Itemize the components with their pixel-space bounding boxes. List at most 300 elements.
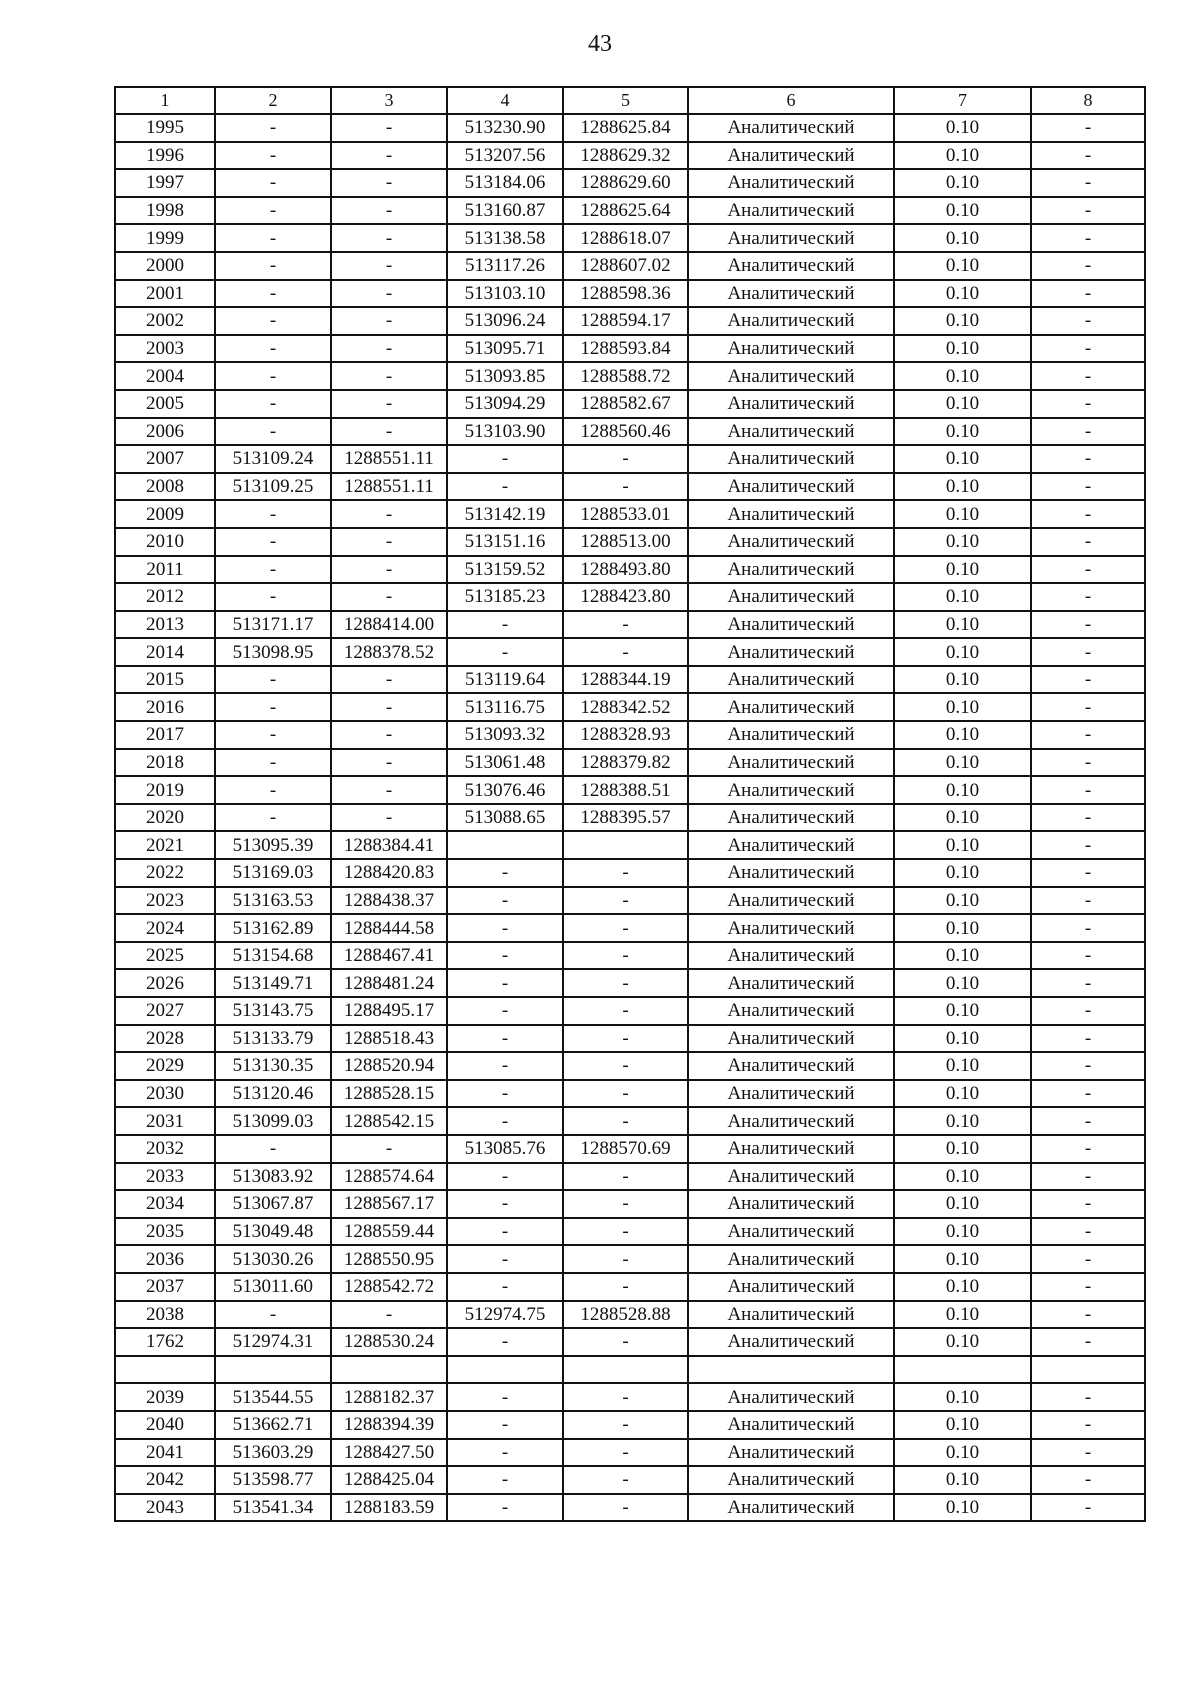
point-number-cell: 2002 — [115, 307, 215, 335]
table-row — [115, 280, 1145, 308]
accuracy-cell: 0.10 — [894, 1411, 1031, 1439]
point-number-cell: 2000 — [115, 252, 215, 280]
accuracy-cell: 0.10 — [894, 942, 1031, 970]
y-coordinate-alt-cell: - — [563, 942, 688, 970]
note-cell: - — [1031, 500, 1145, 528]
y-coordinate-alt-cell: - — [563, 997, 688, 1025]
x-coordinate-cell: 513143.75 — [215, 997, 331, 1025]
y-coordinate-alt-cell: 1288607.02 — [563, 252, 688, 280]
y-coordinate-cell: - — [331, 224, 447, 252]
x-coordinate-alt-cell: - — [447, 942, 563, 970]
note-cell: - — [1031, 169, 1145, 197]
method-cell: Аналитический — [688, 887, 894, 915]
note-cell: - — [1031, 583, 1145, 611]
table-row — [115, 556, 1145, 584]
table-row — [115, 638, 1145, 666]
y-coordinate-cell: 1288551.11 — [331, 473, 447, 501]
note-cell: - — [1031, 335, 1145, 363]
table-row — [115, 666, 1145, 694]
x-coordinate-alt-cell: 513085.76 — [447, 1135, 563, 1163]
column-header: 4 — [447, 87, 563, 114]
y-coordinate-cell: 1288550.95 — [331, 1245, 447, 1273]
point-number-cell: 2040 — [115, 1411, 215, 1439]
table-row — [115, 1301, 1145, 1329]
accuracy-cell: 0.10 — [894, 280, 1031, 308]
x-coordinate-cell: - — [215, 142, 331, 170]
x-coordinate-alt-cell: 513103.90 — [447, 418, 563, 446]
table-row — [115, 528, 1145, 556]
point-number-cell — [115, 1356, 215, 1384]
method-cell: Аналитический — [688, 1494, 894, 1522]
note-cell: - — [1031, 1080, 1145, 1108]
x-coordinate-cell: 513169.03 — [215, 859, 331, 887]
y-coordinate-alt-cell: 1288594.17 — [563, 307, 688, 335]
accuracy-cell: 0.10 — [894, 859, 1031, 887]
point-number-cell: 2043 — [115, 1494, 215, 1522]
method-cell: Аналитический — [688, 169, 894, 197]
note-cell: - — [1031, 942, 1145, 970]
y-coordinate-alt-cell: 1288560.46 — [563, 418, 688, 446]
accuracy-cell: 0.10 — [894, 224, 1031, 252]
y-coordinate-alt-cell: 1288493.80 — [563, 556, 688, 584]
accuracy-cell: 0.10 — [894, 528, 1031, 556]
accuracy-cell: 0.10 — [894, 114, 1031, 142]
accuracy-cell: 0.10 — [894, 914, 1031, 942]
y-coordinate-alt-cell: - — [563, 1411, 688, 1439]
point-number-cell: 2042 — [115, 1466, 215, 1494]
x-coordinate-alt-cell: 513159.52 — [447, 556, 563, 584]
method-cell: Аналитический — [688, 114, 894, 142]
y-coordinate-cell: - — [331, 721, 447, 749]
note-cell: - — [1031, 887, 1145, 915]
y-coordinate-alt-cell: - — [563, 1245, 688, 1273]
note-cell: - — [1031, 721, 1145, 749]
note-cell: - — [1031, 142, 1145, 170]
x-coordinate-alt-cell: 513230.90 — [447, 114, 563, 142]
method-cell: Аналитический — [688, 859, 894, 887]
x-coordinate-alt-cell: 513093.32 — [447, 721, 563, 749]
accuracy-cell: 0.10 — [894, 500, 1031, 528]
note-cell: - — [1031, 1273, 1145, 1301]
point-number-cell: 2023 — [115, 887, 215, 915]
y-coordinate-cell: 1288394.39 — [331, 1411, 447, 1439]
y-coordinate-alt-cell: 1288570.69 — [563, 1135, 688, 1163]
note-cell: - — [1031, 1135, 1145, 1163]
y-coordinate-alt-cell: 1288582.67 — [563, 390, 688, 418]
y-coordinate-cell: - — [331, 280, 447, 308]
note-cell: - — [1031, 307, 1145, 335]
y-coordinate-alt-cell: - — [563, 1494, 688, 1522]
column-header: 1 — [115, 87, 215, 114]
table-row — [115, 1190, 1145, 1218]
table-row — [115, 500, 1145, 528]
x-coordinate-cell: 513149.71 — [215, 969, 331, 997]
page-number: 43 — [588, 31, 612, 57]
method-cell: Аналитический — [688, 721, 894, 749]
table-row — [115, 1273, 1145, 1301]
x-coordinate-alt-cell — [447, 1356, 563, 1384]
accuracy-cell: 0.10 — [894, 473, 1031, 501]
y-coordinate-alt-cell: - — [563, 859, 688, 887]
table-row — [115, 224, 1145, 252]
x-coordinate-alt-cell: - — [447, 638, 563, 666]
point-number-cell: 2034 — [115, 1190, 215, 1218]
x-coordinate-cell: - — [215, 1301, 331, 1329]
table-row — [115, 142, 1145, 170]
y-coordinate-cell: 1288518.43 — [331, 1025, 447, 1053]
column-header: 6 — [688, 87, 894, 114]
y-coordinate-cell: 1288378.52 — [331, 638, 447, 666]
y-coordinate-cell: 1288183.59 — [331, 1494, 447, 1522]
note-cell: - — [1031, 831, 1145, 859]
point-number-cell: 2020 — [115, 804, 215, 832]
note-cell: - — [1031, 859, 1145, 887]
table-row — [115, 335, 1145, 363]
method-cell: Аналитический — [688, 280, 894, 308]
accuracy-cell: 0.10 — [894, 307, 1031, 335]
table-row — [115, 831, 1145, 859]
x-coordinate-cell: 513163.53 — [215, 887, 331, 915]
y-coordinate-alt-cell: 1288629.60 — [563, 169, 688, 197]
method-cell: Аналитический — [688, 418, 894, 446]
y-coordinate-alt-cell: 1288528.88 — [563, 1301, 688, 1329]
y-coordinate-cell: - — [331, 169, 447, 197]
y-coordinate-alt-cell: - — [563, 1383, 688, 1411]
y-coordinate-cell: 1288528.15 — [331, 1080, 447, 1108]
table-row — [115, 749, 1145, 777]
point-number-cell: 2037 — [115, 1273, 215, 1301]
x-coordinate-cell: - — [215, 1135, 331, 1163]
y-coordinate-cell: 1288551.11 — [331, 445, 447, 473]
y-coordinate-alt-cell: - — [563, 1466, 688, 1494]
y-coordinate-cell: - — [331, 307, 447, 335]
method-cell: Аналитический — [688, 776, 894, 804]
point-number-cell: 2011 — [115, 556, 215, 584]
point-number-cell: 2041 — [115, 1439, 215, 1467]
y-coordinate-alt-cell: - — [563, 1080, 688, 1108]
method-cell: Аналитический — [688, 362, 894, 390]
method-cell: Аналитический — [688, 224, 894, 252]
column-header: 2 — [215, 87, 331, 114]
y-coordinate-alt-cell: - — [563, 445, 688, 473]
method-cell: Аналитический — [688, 197, 894, 225]
x-coordinate-alt-cell: - — [447, 914, 563, 942]
y-coordinate-cell: - — [331, 252, 447, 280]
y-coordinate-alt-cell: 1288588.72 — [563, 362, 688, 390]
y-coordinate-cell: 1288467.41 — [331, 942, 447, 970]
x-coordinate-cell: 513544.55 — [215, 1383, 331, 1411]
method-cell: Аналитический — [688, 831, 894, 859]
method-cell: Аналитический — [688, 252, 894, 280]
note-cell: - — [1031, 362, 1145, 390]
method-cell: Аналитический — [688, 583, 894, 611]
note-cell: - — [1031, 390, 1145, 418]
accuracy-cell: 0.10 — [894, 169, 1031, 197]
y-coordinate-cell: 1288444.58 — [331, 914, 447, 942]
x-coordinate-alt-cell: - — [447, 859, 563, 887]
y-coordinate-alt-cell: 1288625.64 — [563, 197, 688, 225]
x-coordinate-cell: 513049.48 — [215, 1218, 331, 1246]
x-coordinate-cell: 513662.71 — [215, 1411, 331, 1439]
y-coordinate-alt-cell: 1288618.07 — [563, 224, 688, 252]
point-number-cell: 2028 — [115, 1025, 215, 1053]
table-row — [115, 693, 1145, 721]
x-coordinate-alt-cell: - — [447, 1466, 563, 1494]
note-cell: - — [1031, 1052, 1145, 1080]
method-cell: Аналитический — [688, 1080, 894, 1108]
table-row — [115, 1135, 1145, 1163]
method-cell: Аналитический — [688, 1301, 894, 1329]
note-cell — [1031, 1356, 1145, 1384]
y-coordinate-alt-cell: 1288344.19 — [563, 666, 688, 694]
accuracy-cell: 0.10 — [894, 142, 1031, 170]
x-coordinate-alt-cell: - — [447, 1494, 563, 1522]
x-coordinate-alt-cell: - — [447, 1107, 563, 1135]
method-cell: Аналитический — [688, 142, 894, 170]
point-number-cell: 1997 — [115, 169, 215, 197]
note-cell: - — [1031, 1218, 1145, 1246]
point-number-cell: 2008 — [115, 473, 215, 501]
y-coordinate-alt-cell — [563, 831, 688, 859]
x-coordinate-alt-cell: - — [447, 997, 563, 1025]
note-cell: - — [1031, 1466, 1145, 1494]
x-coordinate-cell: 513541.34 — [215, 1494, 331, 1522]
y-coordinate-cell: - — [331, 362, 447, 390]
x-coordinate-cell: - — [215, 721, 331, 749]
table-row — [115, 887, 1145, 915]
accuracy-cell: 0.10 — [894, 1025, 1031, 1053]
y-coordinate-cell: - — [331, 666, 447, 694]
y-coordinate-alt-cell: - — [563, 473, 688, 501]
x-coordinate-cell: 513162.89 — [215, 914, 331, 942]
method-cell: Аналитический — [688, 611, 894, 639]
note-cell: - — [1031, 611, 1145, 639]
y-coordinate-cell: 1288520.94 — [331, 1052, 447, 1080]
y-coordinate-cell: - — [331, 804, 447, 832]
note-cell: - — [1031, 1383, 1145, 1411]
method-cell: Аналитический — [688, 804, 894, 832]
method-cell: Аналитический — [688, 1052, 894, 1080]
point-number-cell: 2009 — [115, 500, 215, 528]
table-row — [115, 1052, 1145, 1080]
note-cell: - — [1031, 528, 1145, 556]
x-coordinate-alt-cell: - — [447, 445, 563, 473]
y-coordinate-cell: 1288384.41 — [331, 831, 447, 859]
x-coordinate-alt-cell: 513088.65 — [447, 804, 563, 832]
x-coordinate-alt-cell: - — [447, 1439, 563, 1467]
y-coordinate-alt-cell: - — [563, 1052, 688, 1080]
y-coordinate-alt-cell: - — [563, 1328, 688, 1356]
x-coordinate-alt-cell — [447, 831, 563, 859]
y-coordinate-cell: - — [331, 583, 447, 611]
method-cell: Аналитический — [688, 335, 894, 363]
point-number-cell: 2007 — [115, 445, 215, 473]
y-coordinate-alt-cell: 1288379.82 — [563, 749, 688, 777]
x-coordinate-alt-cell: - — [447, 1328, 563, 1356]
coordinates-table — [114, 86, 1146, 1522]
y-coordinate-alt-cell: - — [563, 1190, 688, 1218]
x-coordinate-alt-cell: 512974.75 — [447, 1301, 563, 1329]
x-coordinate-cell: - — [215, 776, 331, 804]
point-number-cell: 2019 — [115, 776, 215, 804]
note-cell: - — [1031, 252, 1145, 280]
accuracy-cell: 0.10 — [894, 749, 1031, 777]
y-coordinate-alt-cell: 1288593.84 — [563, 335, 688, 363]
table-row — [115, 1356, 1145, 1384]
note-cell: - — [1031, 997, 1145, 1025]
accuracy-cell: 0.10 — [894, 390, 1031, 418]
y-coordinate-alt-cell: - — [563, 914, 688, 942]
y-coordinate-cell: 1288414.00 — [331, 611, 447, 639]
accuracy-cell: 0.10 — [894, 1273, 1031, 1301]
x-coordinate-cell: - — [215, 583, 331, 611]
y-coordinate-cell: 1288427.50 — [331, 1439, 447, 1467]
x-coordinate-cell: 512974.31 — [215, 1328, 331, 1356]
x-coordinate-alt-cell: - — [447, 969, 563, 997]
note-cell: - — [1031, 1328, 1145, 1356]
x-coordinate-cell: - — [215, 169, 331, 197]
accuracy-cell: 0.10 — [894, 1328, 1031, 1356]
table-row — [115, 1466, 1145, 1494]
table-row — [115, 997, 1145, 1025]
y-coordinate-alt-cell: 1288598.36 — [563, 280, 688, 308]
y-coordinate-cell: - — [331, 556, 447, 584]
method-cell: Аналитический — [688, 942, 894, 970]
table-row — [115, 418, 1145, 446]
y-coordinate-alt-cell: - — [563, 1163, 688, 1191]
x-coordinate-cell: - — [215, 804, 331, 832]
method-cell: Аналитический — [688, 1439, 894, 1467]
y-coordinate-cell: 1288574.64 — [331, 1163, 447, 1191]
table-row — [115, 1107, 1145, 1135]
note-cell: - — [1031, 914, 1145, 942]
y-coordinate-alt-cell: 1288629.32 — [563, 142, 688, 170]
x-coordinate-alt-cell: 513061.48 — [447, 749, 563, 777]
table-row — [115, 1494, 1145, 1522]
x-coordinate-cell: - — [215, 418, 331, 446]
x-coordinate-alt-cell: - — [447, 1025, 563, 1053]
x-coordinate-alt-cell: 513184.06 — [447, 169, 563, 197]
y-coordinate-cell: - — [331, 197, 447, 225]
note-cell: - — [1031, 1494, 1145, 1522]
y-coordinate-alt-cell: 1288423.80 — [563, 583, 688, 611]
method-cell — [688, 1356, 894, 1384]
x-coordinate-cell: - — [215, 362, 331, 390]
method-cell: Аналитический — [688, 997, 894, 1025]
method-cell: Аналитический — [688, 1163, 894, 1191]
y-coordinate-alt-cell: - — [563, 1107, 688, 1135]
accuracy-cell: 0.10 — [894, 1466, 1031, 1494]
method-cell: Аналитический — [688, 749, 894, 777]
note-cell: - — [1031, 638, 1145, 666]
x-coordinate-alt-cell: - — [447, 1411, 563, 1439]
note-cell: - — [1031, 224, 1145, 252]
method-cell: Аналитический — [688, 666, 894, 694]
y-coordinate-cell: 1288182.37 — [331, 1383, 447, 1411]
point-number-cell: 2022 — [115, 859, 215, 887]
y-coordinate-cell: - — [331, 776, 447, 804]
accuracy-cell: 0.10 — [894, 776, 1031, 804]
point-number-cell: 2021 — [115, 831, 215, 859]
accuracy-cell: 0.10 — [894, 666, 1031, 694]
accuracy-cell: 0.10 — [894, 252, 1031, 280]
x-coordinate-alt-cell: - — [447, 1163, 563, 1191]
accuracy-cell: 0.10 — [894, 445, 1031, 473]
table-row — [115, 804, 1145, 832]
note-cell: - — [1031, 1245, 1145, 1273]
x-coordinate-cell: - — [215, 500, 331, 528]
table-row — [115, 473, 1145, 501]
y-coordinate-cell: - — [331, 114, 447, 142]
x-coordinate-alt-cell: 513160.87 — [447, 197, 563, 225]
x-coordinate-cell: 513603.29 — [215, 1439, 331, 1467]
method-cell: Аналитический — [688, 914, 894, 942]
y-coordinate-alt-cell: - — [563, 1439, 688, 1467]
note-cell: - — [1031, 418, 1145, 446]
note-cell: - — [1031, 776, 1145, 804]
y-coordinate-alt-cell: - — [563, 1025, 688, 1053]
method-cell: Аналитический — [688, 1218, 894, 1246]
x-coordinate-alt-cell: 513093.85 — [447, 362, 563, 390]
accuracy-cell: 0.10 — [894, 1494, 1031, 1522]
point-number-cell: 2031 — [115, 1107, 215, 1135]
x-coordinate-cell: 513011.60 — [215, 1273, 331, 1301]
table-row — [115, 1080, 1145, 1108]
table-row — [115, 362, 1145, 390]
accuracy-cell: 0.10 — [894, 556, 1031, 584]
point-number-cell: 2035 — [115, 1218, 215, 1246]
table-row — [115, 445, 1145, 473]
accuracy-cell: 0.10 — [894, 1301, 1031, 1329]
point-number-cell: 2030 — [115, 1080, 215, 1108]
y-coordinate-cell: - — [331, 142, 447, 170]
x-coordinate-cell: - — [215, 197, 331, 225]
note-cell: - — [1031, 1190, 1145, 1218]
y-coordinate-alt-cell — [563, 1356, 688, 1384]
y-coordinate-cell: - — [331, 528, 447, 556]
y-coordinate-cell: 1288481.24 — [331, 969, 447, 997]
table-row — [115, 1383, 1145, 1411]
note-cell: - — [1031, 804, 1145, 832]
note-cell: - — [1031, 280, 1145, 308]
x-coordinate-alt-cell: 513142.19 — [447, 500, 563, 528]
accuracy-cell: 0.10 — [894, 1163, 1031, 1191]
x-coordinate-alt-cell: - — [447, 1190, 563, 1218]
table-row — [115, 1328, 1145, 1356]
table-row — [115, 169, 1145, 197]
y-coordinate-alt-cell: - — [563, 638, 688, 666]
accuracy-cell: 0.10 — [894, 1135, 1031, 1163]
table-row — [115, 1439, 1145, 1467]
x-coordinate-cell: 513133.79 — [215, 1025, 331, 1053]
table-row — [115, 252, 1145, 280]
accuracy-cell: 0.10 — [894, 693, 1031, 721]
table-row — [115, 1245, 1145, 1273]
x-coordinate-alt-cell: - — [447, 1245, 563, 1273]
point-number-cell: 2032 — [115, 1135, 215, 1163]
table-row — [115, 1411, 1145, 1439]
method-cell: Аналитический — [688, 1107, 894, 1135]
note-cell: - — [1031, 1025, 1145, 1053]
note-cell: - — [1031, 693, 1145, 721]
point-number-cell: 2033 — [115, 1163, 215, 1191]
table-row — [115, 776, 1145, 804]
x-coordinate-alt-cell: - — [447, 1218, 563, 1246]
y-coordinate-alt-cell: - — [563, 1218, 688, 1246]
y-coordinate-cell: 1288542.72 — [331, 1273, 447, 1301]
x-coordinate-alt-cell: - — [447, 611, 563, 639]
x-coordinate-cell: 513095.39 — [215, 831, 331, 859]
